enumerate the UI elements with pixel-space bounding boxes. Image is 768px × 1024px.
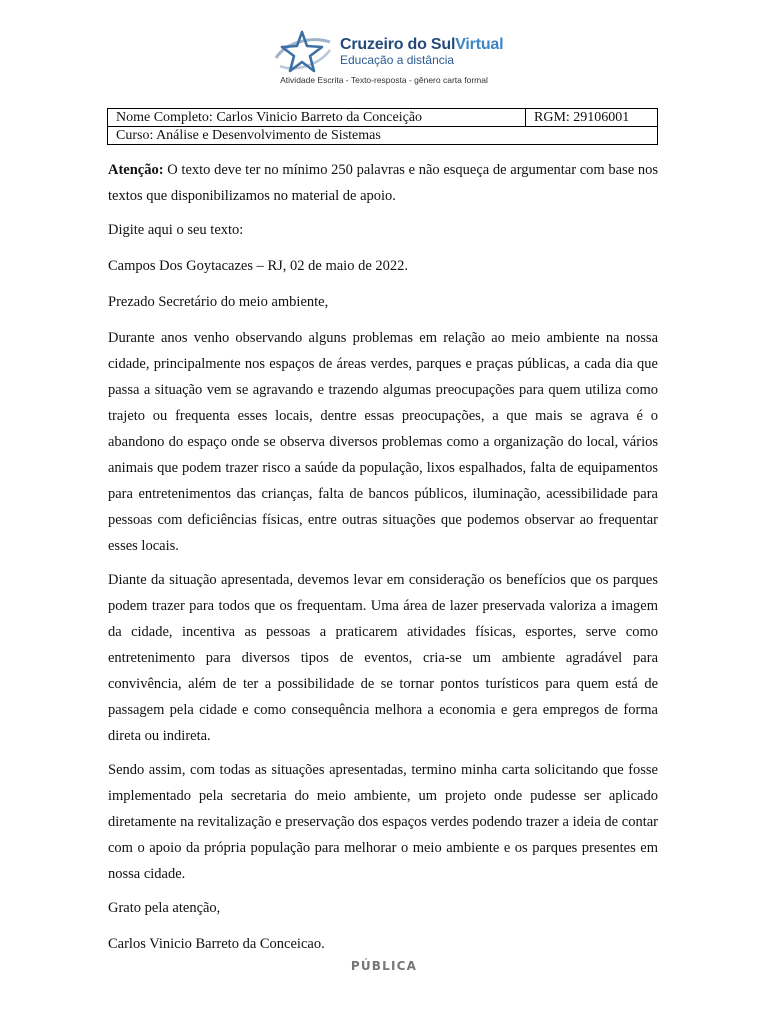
page-header: [0, 22, 768, 92]
rgm-cell: RGM: 29106001: [526, 109, 658, 127]
student-name-cell: Nome Completo: Carlos Vinicio Barreto da Conceição: [108, 109, 526, 127]
greeting: Prezado Secretário do meio ambiente,: [108, 294, 329, 310]
paragraph-2: Diante da situação apresentada, devemos levar em consideração os benefícios que os parques podem trazer para todos que os frequentam. Uma área de lazer preservada valoriza a imagem da cidade, incentiva as pessoas a praticarem atividades físicas, esportes, serve como entretenimento para diversos tipos de eventos, cria-se um ambiente agradável para convivência, além de ter a possibilidade de se tornar pontos turísticos para quem está de passagem pela cidade e como consequência melhora a economia e gera empregos de forma direta ou indireta.: [108, 572, 658, 744]
attention-label: Atenção:: [108, 162, 164, 178]
activity-caption: Atividade Escrita - Texto-resposta - gênero carta formal: [280, 75, 488, 85]
attention-text: O texto deve ter no mínimo 250 palavras e não esqueça de argumentar com base nos textos que disponibilizamos no material de apoio.: [108, 162, 658, 204]
table-row: [108, 109, 658, 127]
table-row: [108, 127, 658, 145]
closing: Grato pela atenção,: [108, 900, 221, 916]
brand-text: [340, 36, 503, 67]
letter-body: [108, 157, 658, 965]
course-cell: Curso: Análise e Desenvolvimento de Sistemas: [108, 127, 658, 145]
classification-label: PÚBLICA: [350, 959, 418, 973]
brand-name-accent: Virtual: [455, 36, 504, 53]
star-swirl-logo-icon: [272, 28, 334, 76]
paragraph-1: Durante anos venho observando alguns problemas em relação ao meio ambiente na nossa cidade, principalmente nos espaços de áreas verdes, parques e praças públicas, a cada dia que passa a situação vem se agravando e trazendo algumas preocupações para quem utiliza como trajeto ou frequenta esses locais, dentre essas preocupações, a que mais se agrava é o abandono do espaço onde se observa diversos problemas como a organização do local, vários animais que podem trazer risco a saúde da população, lixos espalhados, falta de equipamentos para entretenimentos das crianças, falta de bancos públicos, iluminação, acessibilidade para pessoas com deficiências físicas, entre outras situações que podemos observar ao frequentar esses locais.: [108, 330, 658, 554]
paragraph-3: Sendo assim, com todas as situações apresentadas, termino minha carta solicitando que fosse implementado pela secretaria do meio ambiente, um projeto onde pudesse ser aplicado diretamente na revitalização e preservação dos espaços verdes podendo trazer a ideia de contar com o apoio da própria população para melhorar o meio ambiente e os parques presentes em nossa cidade.: [108, 762, 658, 882]
place-date: Campos Dos Goytacazes – RJ, 02 de maio de 2022.: [108, 258, 409, 274]
attention-note: [108, 157, 658, 209]
brand-name: Cruzeiro do Sul: [340, 36, 456, 53]
student-info-table: [107, 108, 658, 145]
signature: Carlos Vinicio Barreto da Conceicao.: [108, 936, 325, 952]
prompt-text: Digite aqui o seu texto:: [108, 222, 244, 238]
brand-subtitle: Educação a distância: [340, 53, 455, 67]
